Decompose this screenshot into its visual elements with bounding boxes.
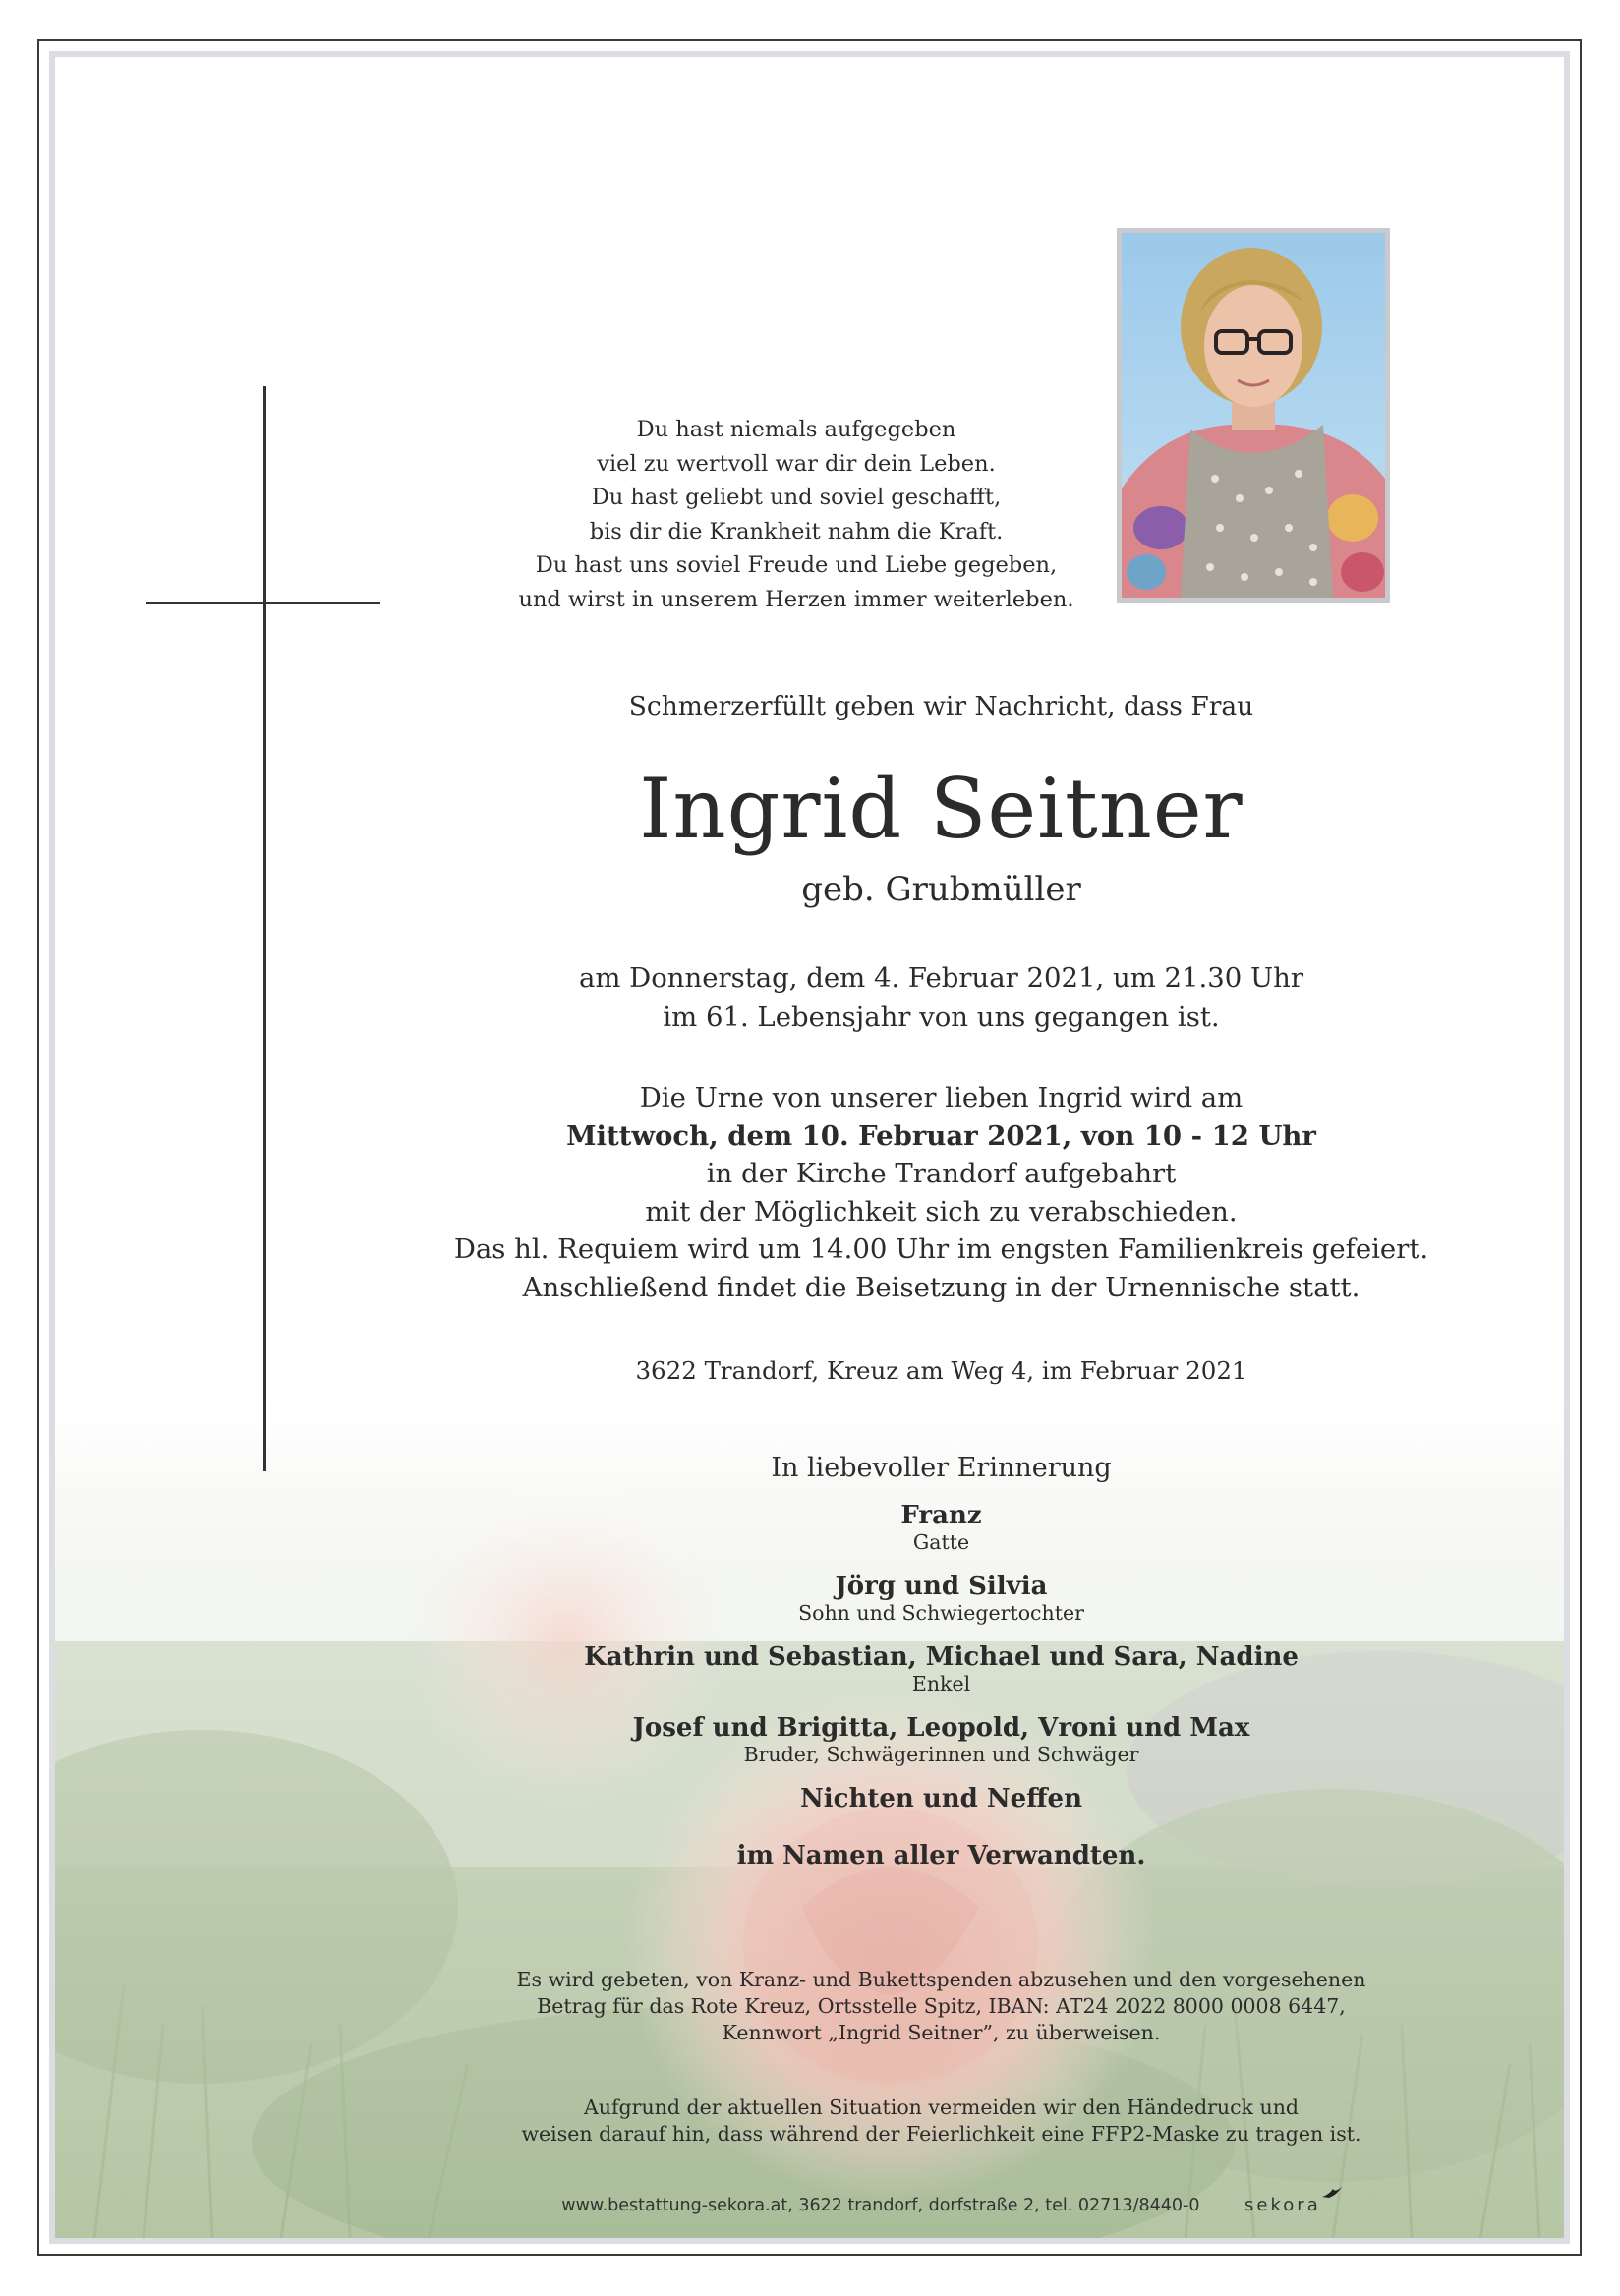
mourner-relation: Gatte (912, 1530, 970, 1554)
funeral-line: Anschließend findet die Beisetzung in der Urnennische statt. (522, 1271, 1360, 1303)
mourner-group (295, 1501, 1588, 1554)
funeral-home-contact: www.bestattung-sekora.at, 3622 trandorf, dorfstraße 2, tel. 02713/8440-0 (561, 2195, 1200, 2215)
mourner-names: Franz (900, 1501, 982, 1530)
death-details (295, 958, 1588, 1037)
poem-line: Du hast niemals aufgegeben (636, 417, 956, 442)
mourner-relation: Bruder, Schwägerinnen und Schwäger (743, 1743, 1139, 1766)
donation-request (295, 1967, 1588, 2046)
family-address: 3622 Trandorf, Kreuz am Weg 4, im Februar 2021 (635, 1356, 1247, 1385)
sekora-logo (1244, 2195, 1321, 2215)
bird-icon (1321, 2185, 1343, 2201)
mourner-names: Jörg und Silvia (835, 1572, 1048, 1601)
poem (383, 413, 1209, 616)
footer (295, 2195, 1588, 2215)
poem-line: Du hast geliebt und soviel geschafft, (591, 485, 1002, 510)
mourner-group (295, 1713, 1588, 1766)
funeral-line: Das hl. Requiem wird um 14.00 Uhr im engsten Familienkreis gefeiert. (453, 1234, 1429, 1265)
funeral-line: in der Kirche Trandorf aufgebahrt (706, 1158, 1177, 1189)
mourners-list (295, 1450, 1588, 1870)
mourner-relation: Sohn und Schwiegertochter (798, 1601, 1084, 1625)
poem-line: bis dir die Krankheit nahm die Kraft. (589, 518, 1004, 545)
funeral-details (295, 1079, 1588, 1306)
mourner-group (295, 1642, 1588, 1695)
funeral-date: Mittwoch, dem 10. Februar 2021, von 10 - 12 Uhr (566, 1119, 1316, 1152)
deceased-name: Ingrid Seitner (639, 761, 1244, 857)
mourner-relation: Enkel (911, 1672, 971, 1695)
poem-line: und wirst in unserem Herzen immer weiterleben. (518, 586, 1074, 612)
death-line: im 61. Lebensjahr von uns gegangen ist. (663, 1002, 1220, 1033)
death-line: am Donnerstag, dem 4. Februar 2021, um 21.30 Uhr (578, 962, 1304, 994)
poem-line: Du hast uns soviel Freude und Liebe gegeben, (535, 552, 1058, 578)
donation-line: Betrag für das Rote Kreuz, Ortsstelle Spitz, IBAN: AT24 2022 8000 0008 6447, (537, 1994, 1346, 2018)
announcement-intro: Schmerzerfüllt geben wir Nachricht, dass Frau (628, 691, 1254, 721)
mourner-all-relatives: im Namen aller Verwandten. (736, 1841, 1146, 1870)
mourner-names: Kathrin und Sebastian, Michael und Sara, Nadine (584, 1642, 1299, 1672)
mourner-names: Josef und Brigitta, Leopold, Vroni und Max (632, 1713, 1250, 1743)
poem-line: viel zu wertvoll war dir dein Leben. (597, 450, 996, 477)
mourners-heading: In liebevoller Erinnerung (771, 1453, 1112, 1483)
funeral-line: Die Urne von unserer lieben Ingrid wird am (639, 1082, 1244, 1114)
donation-line: Kennwort „Ingrid Seitner”, zu überweisen. (722, 2021, 1161, 2044)
donation-line: Es wird gebeten, von Kranz- und Bukettspenden abzusehen und den vorgesehenen (516, 1968, 1366, 1991)
funeral-line: mit der Möglichkeit sich zu verabschieden. (645, 1195, 1238, 1228)
birth-name: geb. Grubmüller (801, 870, 1081, 909)
mourner-nieces: Nichten und Neffen (799, 1784, 1082, 1813)
covid-notice (295, 2095, 1588, 2148)
mourner-group (295, 1572, 1588, 1625)
logo-text: sekora (1244, 2195, 1321, 2215)
covid-line: Aufgrund der aktuellen Situation vermeiden wir den Händedruck und (583, 2095, 1300, 2119)
covid-line: weisen darauf hin, dass während der Feierlichkeit eine FFP2-Maske zu tragen ist. (521, 2122, 1361, 2146)
